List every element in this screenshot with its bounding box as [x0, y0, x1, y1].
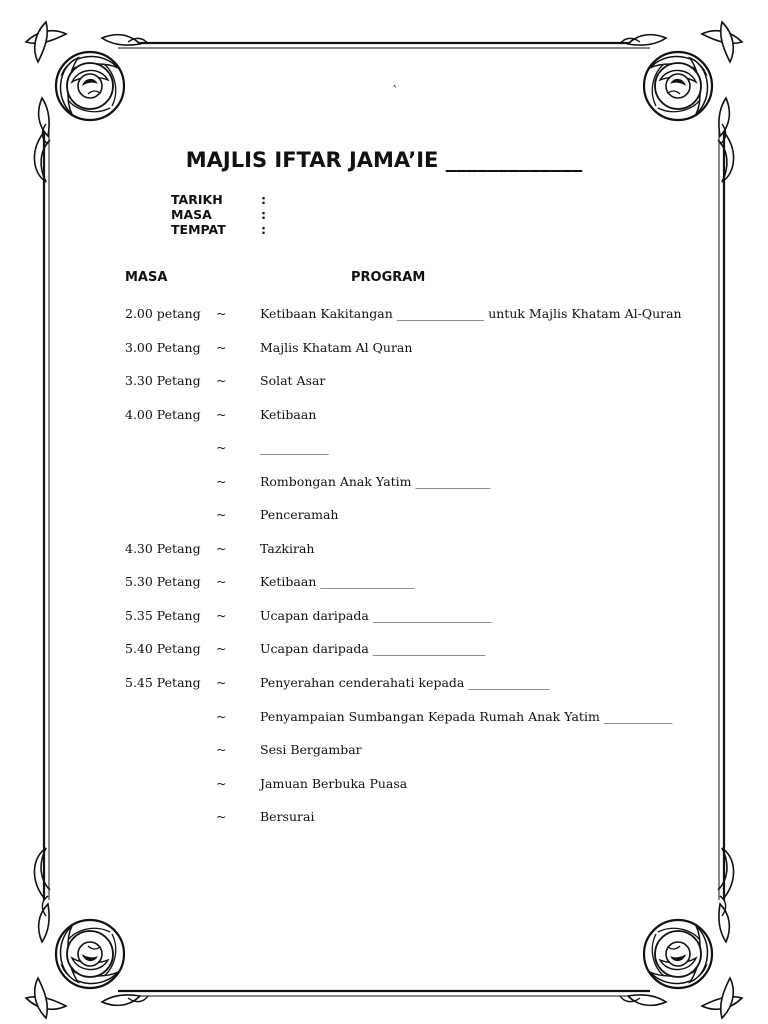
schedule-item: ___________	[260, 440, 329, 456]
schedule-separator: ~	[216, 675, 227, 691]
schedule-row	[125, 706, 685, 740]
schedule-time	[125, 471, 216, 505]
program-schedule	[125, 303, 685, 840]
schedule-row	[125, 370, 685, 404]
detail-colon: :	[261, 222, 266, 237]
rose-ornament-icon	[26, 22, 148, 144]
detail-colon: :	[261, 207, 266, 222]
schedule-item: Majlis Khatam Al Quran	[260, 339, 413, 355]
schedule-separator: ~	[216, 339, 227, 355]
schedule-separator: ~	[216, 742, 227, 758]
schedule-row	[125, 571, 685, 605]
schedule-separator: ~	[216, 775, 227, 791]
schedule-row	[125, 773, 685, 807]
schedule-item: Penyerahan cenderahati kepada _____________	[260, 675, 550, 691]
schedule-item: Ketibaan Kakitangan ______________ untuk Majlis Khatam Al-Quran	[260, 306, 682, 321]
schedule-time: 3.00 Petang	[125, 339, 201, 355]
rose-ornament-icon	[620, 896, 742, 1018]
schedule-time: 4.30 Petang	[125, 540, 201, 556]
schedule-separator: ~	[216, 708, 227, 724]
schedule-time: 5.30 Petang	[125, 574, 201, 590]
detail-row-date	[171, 192, 266, 207]
detail-row-venue	[171, 222, 266, 237]
schedule-row	[125, 504, 685, 538]
schedule-row	[125, 806, 685, 840]
rose-ornament-icon	[620, 22, 742, 144]
schedule-item: Ucapan daripada __________________	[260, 641, 486, 657]
schedule-time	[125, 806, 216, 840]
schedule-time: 5.45 Petang	[125, 675, 201, 691]
page-title: MAJLIS IFTAR JAMA’IE _____________	[185, 148, 583, 172]
schedule-item: Penceramah	[260, 507, 339, 523]
schedule-separator: ~	[216, 607, 227, 623]
detail-row-time	[171, 207, 266, 222]
schedule-row	[125, 638, 685, 672]
schedule-item: Ketibaan _______________	[260, 574, 415, 590]
detail-label: TARIKH	[171, 192, 223, 207]
schedule-time: 5.35 Petang	[125, 607, 201, 623]
schedule-separator: ~	[216, 440, 227, 456]
schedule-item: Bersurai	[260, 809, 315, 825]
schedule-row	[125, 538, 685, 572]
event-details	[171, 192, 266, 237]
schedule-row	[125, 605, 685, 639]
schedule-item: Penyampaian Sumbangan Kepada Rumah Anak Yatim ___________	[260, 708, 673, 724]
schedule-item: Tazkirah	[260, 540, 315, 556]
detail-colon: :	[261, 192, 266, 207]
detail-label: MASA	[171, 207, 212, 222]
schedule-time	[125, 504, 216, 538]
schedule-time: 2.00 petang	[125, 306, 201, 321]
schedule-separator: ~	[216, 540, 227, 556]
schedule-item: Solat Asar	[260, 373, 326, 389]
schedule-item: Ketibaan	[260, 406, 317, 422]
schedule-time	[125, 437, 216, 471]
rose-ornament-icon	[26, 896, 148, 1018]
schedule-separator: ~	[216, 406, 227, 422]
schedule-item: Ucapan daripada ___________________	[260, 607, 492, 623]
column-header-program: PROGRAM	[351, 270, 426, 285]
schedule-time: 3.30 Petang	[125, 373, 201, 389]
schedule-time: 4.00 Petang	[125, 406, 201, 422]
tick-mark: `	[392, 84, 399, 100]
schedule-row	[125, 672, 685, 706]
schedule-row	[125, 337, 685, 371]
schedule-time	[125, 739, 216, 773]
column-header-time: MASA	[125, 270, 168, 285]
schedule-separator: ~	[216, 574, 227, 590]
schedule-item: Sesi Bergambar	[260, 742, 362, 758]
schedule-separator: ~	[216, 473, 227, 489]
schedule-item: Jamuan Berbuka Puasa	[260, 775, 408, 791]
detail-label: TEMPAT	[171, 222, 226, 237]
schedule-time	[125, 773, 216, 807]
schedule-separator: ~	[216, 373, 227, 389]
schedule-separator: ~	[216, 306, 227, 321]
schedule-separator: ~	[216, 641, 227, 657]
schedule-time: 5.40 Petang	[125, 641, 201, 657]
schedule-row	[125, 739, 685, 773]
schedule-item: Rombongan Anak Yatim ____________	[260, 473, 491, 489]
schedule-row	[125, 404, 685, 438]
schedule-row	[125, 437, 685, 471]
schedule-separator: ~	[216, 809, 227, 825]
schedule-time	[125, 706, 216, 740]
schedule-row	[125, 303, 685, 337]
schedule-row	[125, 471, 685, 505]
schedule-separator: ~	[216, 507, 227, 523]
